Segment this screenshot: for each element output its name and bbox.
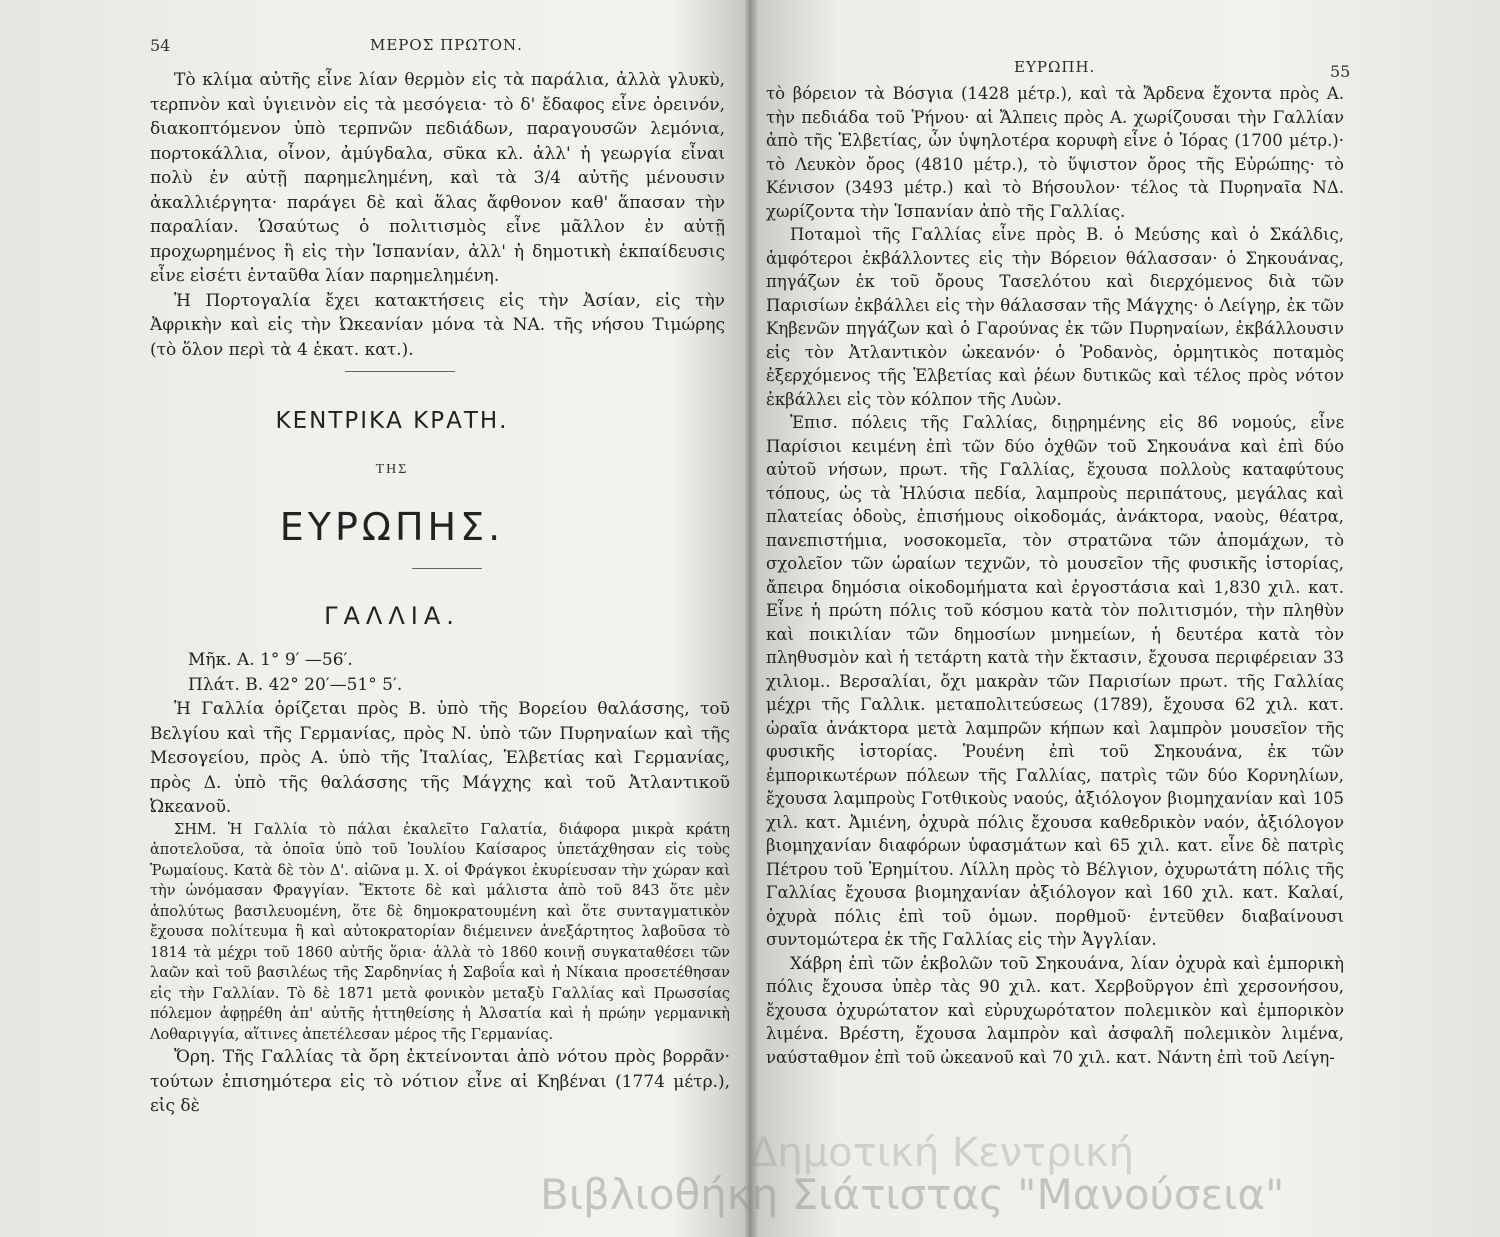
france-text: [150, 648, 730, 1119]
heading-france: ΓΑΛΛΙΑ.: [324, 602, 460, 630]
left-page: [0, 0, 748, 1237]
watermark-line-2: Βιβλιοθήκη Σιάτιστας "Μανούσεια": [540, 1170, 1285, 1219]
section-divider: [345, 371, 455, 372]
ports-paragraph: Χάβρη ἐπὶ τῶν ἐκβολῶν τοῦ Σηκουάνα, λίαν ὀχυρὰ καὶ ἐμπορικὴ πόλις ἔχουσα ὑπὲρ τὰς 90 χιλ. κατ. Χερβοῦργον ἐπὶ χερσονήσου, ἔχουσα ὀχυρώτατον καὶ εὐρυχωρότατον πολεμικὸν καὶ ἐμπορικὸν λιμένα. Βρέστη, ἔχουσα λαμπρὸν καὶ ἀσφαλῆ πολεμικὸν λιμένα, ναύσταθμον ἐπὶ τοῦ ὠκεανοῦ καὶ 70 χιλ. κατ. Νάντη ἐπὶ τοῦ Λείγη-: [766, 953, 1344, 1067]
heading-of: ΤΗΣ: [375, 462, 409, 477]
climate-paragraph: Τὸ κλίμα αὐτῆς εἶνε λίαν θερμὸν εἰς τὰ παράλια, ἀλλὰ γλυκὺ, τερπνὸν καὶ ὑγιεινὸν εἰς τὰ μεσόγεια· τὸ δ' ἔδαφος εἶνε ὀρεινόν, διακοπτόμενον ὑπὸ τερπνῶν πεδιάδων, παραγουσῶν λεμόνια, πορτοκάλλια, οἶνον, ἀμύγδαλα, σῦκα κλ. ἀλλ' ἡ γεωργία εἶναι πολὺ ἐν αὐτῇ παρημελημένη, καὶ τὰ 3/4 αὐτῆς μένουσιν ἀκαλλιέργητα· παράγει δὲ καὶ ἅλας ἄφθονον καθ' ἅπασαν τὴν παραλίαν. Ὡσαύτως ὁ πολιτισμὸς εἶνε μᾶλλον ἐν αὐτῇ προχωρημένος ἢ εἰς τὴν Ἱσπανίαν, ἀλλ' ἡ δημοτικὴ ἐκπαίδευσις εἶνε εἰσέτι ἐνταῦθα λίαν παρημελημένη.: [150, 70, 725, 286]
borders-paragraph: Ἡ Γαλλία ὁρίζεται πρὸς Β. ὑπὸ τῆς Βορείου θαλάσσης, τοῦ Βελγίου καὶ τῆς Γερμανίας, πρὸς Ν. ὑπὸ τῶν Πυρηναίων καὶ τῆς Μεσογείου, πρὸς Α. ὑπὸ τῆς Ἰταλίας, Ἑλβετίας καὶ Γερμανίας, πρὸς Δ. ὑπὸ τῆς θαλάσσης τῆς Μάγχης καὶ τοῦ Ἀτλαντικοῦ Ὠκεανοῦ.: [150, 699, 730, 817]
page-number-left: 54: [150, 36, 171, 55]
latitude-line: Πλάτ. Β. 42° 20′—51° 5′.: [188, 674, 403, 695]
rivers-paragraph: Ποταμοὶ τῆς Γαλλίας εἶνε πρὸς Β. ὁ Μεύσης καὶ ὁ Σκάλδις, ἀμφότεροι ἐκβάλλοντες εἰς τὴν Βόρειον θάλασσαν· ὁ Σηκουάνας, πηγάζων ἐκ τοῦ ὄρους Τασελότου καὶ διερχόμενος διὰ τῶν Παρισίων ἐκβάλλει εἰς τὴν θάλασσαν τῆς Μάγχης· ὁ Λείγηρ, ἐκ τῶν Κηβενῶν πηγάζων καὶ ὁ Γαρούνας ἐκ τῶν Πυρηναίων, ἐκβάλλουσιν εἰς τὸν Ἀτλαντικὸν ὠκεανόν· ὁ Ῥοδανὸς, ὁρμητικὸς ποταμὸς ἐξερχόμενος τῆς Ἑλβετίας καὶ ῥέων δυτικῶς καὶ τέλος πρὸς νότον ἐκβάλλει εἰς τὸν κόλπον τῆς Λυὼν.: [766, 225, 1344, 409]
left-intro-text: [150, 68, 725, 362]
mountains-continued: τὸ βόρειον τὰ Βόσγια (1428 μέτρ.), καὶ τὰ Ἄρδενα ἔχοντα πρὸς Α. τὴν πεδιάδα τοῦ Ῥήνου· αἱ Ἄλπεις πρὸς Α. χωρίζουσαι τὴν Γαλλίαν ἀπὸ τῆς Ἑλβετίας, ὧν ὑψηλοτέρα κορυφὴ εἶνε ὁ Ἰόρας (1700 μέτρ.)· τὸ Λευκὸν ὄρος (4810 μέτρ.), τὸ ὕψιστον ὄρος τῆς Εὐρώπης· τὸ Κένισον (3493 μέτρ.) καὶ τὸ Βήσουλον· τέλος τὰ Πυρηναῖα ΝΔ. χωρίζοντα τὴν Ἱσπανίαν ἀπὸ τῆς Γαλλίας.: [766, 84, 1344, 221]
heading-underline: [412, 568, 482, 569]
library-watermark: [540, 1130, 1284, 1219]
heading-europe: ΕΥΡΩΠΗΣ.: [279, 505, 505, 549]
mountains-paragraph: Ὄρη. Τῆς Γαλλίας τὰ ὄρη ἐκτείνονται ἀπὸ νότου πρὸς βορρᾶν· τούτων ἐπισημότερα εἰς τὸ νότιον εἶνε αἱ Κηβέναι (1774 μέτρ.), εἰς δὲ: [150, 1047, 730, 1116]
colonies-paragraph: Ἡ Πορτογαλία ἔχει κατακτήσεις εἰς τὴν Ἀσίαν, εἰς τὴν Ἀφρικὴν καὶ εἰς τὴν Ὠκεανίαν μόνα τὰ ΝΑ. τῆς νήσου Τιμώρης (τὸ ὅλον περὶ τὰ 4 ἑκατ. κατ.).: [150, 290, 725, 360]
right-body-text: [766, 82, 1344, 1069]
longitude-line: Μῆκ. Α. 1° 9′ —56′.: [188, 650, 353, 670]
watermark-line-1: Δημοτική Κεντρική: [750, 1130, 1135, 1176]
heading-central-states: ΚΕΝΤΡΙΚΑ ΚΡΑΤΗ.: [275, 408, 509, 434]
page-number-right: 55: [1330, 62, 1351, 81]
historical-note: ΣΗΜ. Ἡ Γαλλία τὸ πάλαι ἐκαλεῖτο Γαλατία, διάφορα μικρὰ κράτη ἀποτελοῦσα, τὰ ὁποῖα ὑπὸ τοῦ Ἰουλίου Καίσαρος ὑπετάχθησαν εἰς τοὺς Ῥωμαίους. Κατὰ δὲ τὸν Δ'. αἰῶνα μ. Χ. οἱ Φράγκοι ἐκυρίευσαν τὴν χώραν καὶ τὴν ὠνόμασαν Φραγγίαν. Ἔκτοτε δὲ καὶ μάλιστα ἀπὸ τοῦ 843 ὅτε μὲν ἀπολύτως βασιλευομένη, ὅτε δὲ δημοκρατουμένη καὶ ὅτε συνταγματικὸν ἔχουσα πολίτευμα ἢ καὶ αὐτοκρατορίαν διέμεινεν ἀνεξάρτητος λαβοῦσα τὸ 1814 τὰ μέχρι τοῦ 1860 αὐτῆς ὅρια· ἀλλὰ τὸ 1860 κοινῇ συγκαταθέσει τῶν λαῶν καὶ τοῦ βασιλέως τῆς Σαρδηνίας ἡ Σαβοΐα καὶ ἡ Νίκαια προσετέθησαν εἰς τὴν Γαλλίαν. Τὸ δὲ 1871 μετὰ φονικὸν μεταξὺ Γαλλίας καὶ Πρωσσίας πόλεμον ἀφῃρέθη ἀπ' αὐτῆς ἡττηθείσης ἡ Ἀλσατία καὶ ἡ πρώην γερμανικὴ Λοθαριγγία, αἵτινες ἀπετέλεσαν μέρος τῆς Γερμανίας.: [150, 821, 730, 1043]
cities-paragraph: Ἐπισ. πόλεις τῆς Γαλλίας, διῃρημένης εἰς 86 νομούς, εἶνε Παρίσιοι κειμένη ἐπὶ τῶν δύο ὀχθῶν τοῦ Σηκουάνα καὶ ἐπὶ δύο αὐτοῦ νήσων, πρωτ. τῆς Γαλλίας, ἔχουσα πολλοὺς καταφύτους τόπους, ὡς τὰ Ἠλύσια πεδία, λαμπροὺς περιπάτους, μεγάλας καὶ πλατείας ὁδοὺς, ἐπισήμους οἰκοδομάς, ἀνάκτορα, ναοὺς, θέατρα, πανεπιστήμια, νοσοκομεῖα, τὸν στρατῶνα τῶν ἀπομάχων, τὸ σχολεῖον τῶν ὡραίων τεχνῶν, τὸ μουσεῖον τῆς φυσικῆς ἱστορίας, ἄπειρα δημόσια οἰκοδομήματα καὶ ἐργοστάσια καὶ 1,830 χιλ. κατ. Εἶνε ἡ πρώτη πόλις τοῦ κόσμου κατὰ τὸν πολιτισμόν, τὴν πληθὺν καὶ ποικιλίαν τῶν δημοσίων μνημείων, ἡ δευτέρα κατὰ τὸν πληθυσμὸν καὶ ἡ τετάρτη κατὰ τὴν ἔκτασιν, ἔχουσα περιφέρειαν 33 χιλιομ.. Βερσαλίαι, ὄχι μακρὰν τῶν Παρισίων πρωτ. τῆς Γαλλίας μέχρι τῆς Γαλλικ. μεταπολιτεύσεως (1789), ἔχουσα 62 χιλ. κατ. ὡραῖα ἀνάκτορα μετὰ λαμπρῶν κήπων καὶ λαμπρὸν μουσεῖον τῆς φυσικῆς ἱστορίας. Ῥουένη ἐπὶ τοῦ Σηκουάνα, ἐκ τῶν ἐμπορικωτέρων πόλεων τῆς Γαλλίας, πατρὶς τῶν δύο Κορνηλίων, ἔχουσα λαμπροὺς Γοτθικοὺς ναούς, ἀξιόλογον βιομηχανίαν καὶ 105 χιλ. κατ. Ἀμιένη, ὀχυρὰ πόλις ἔχουσα καθεδρικὸν ναόν, ἀξιόλογον βιομηχανίαν διαφόρων ὑφασμάτων καὶ 65 χιλ. κατ. εἶνε δὲ πατρὶς Πέτρου τοῦ Ἐρημίτου. Λίλλη πρὸς τὸ Βέλγιον, ὀχυρωτάτη πόλις τῆς Γαλλίας ἔχουσα βιομηχανίαν ἀξιόλογον καὶ 160 χιλ. κατ. Καλαί, ὀχυρὰ πόλις ἐπὶ τοῦ ὁμων. πορθμοῦ· ἐντεῦθεν διαβαίνουσι συντομώτερα ἐκ τῆς Γαλλίας εἰς τὴν Ἀγγλίαν.: [766, 413, 1344, 949]
running-head-right: ΕΥΡΩΠΗ.: [1014, 58, 1096, 76]
right-page: [752, 0, 1500, 1237]
running-head-left: ΜΕΡΟΣ ΠΡΩΤΟΝ.: [370, 36, 523, 54]
